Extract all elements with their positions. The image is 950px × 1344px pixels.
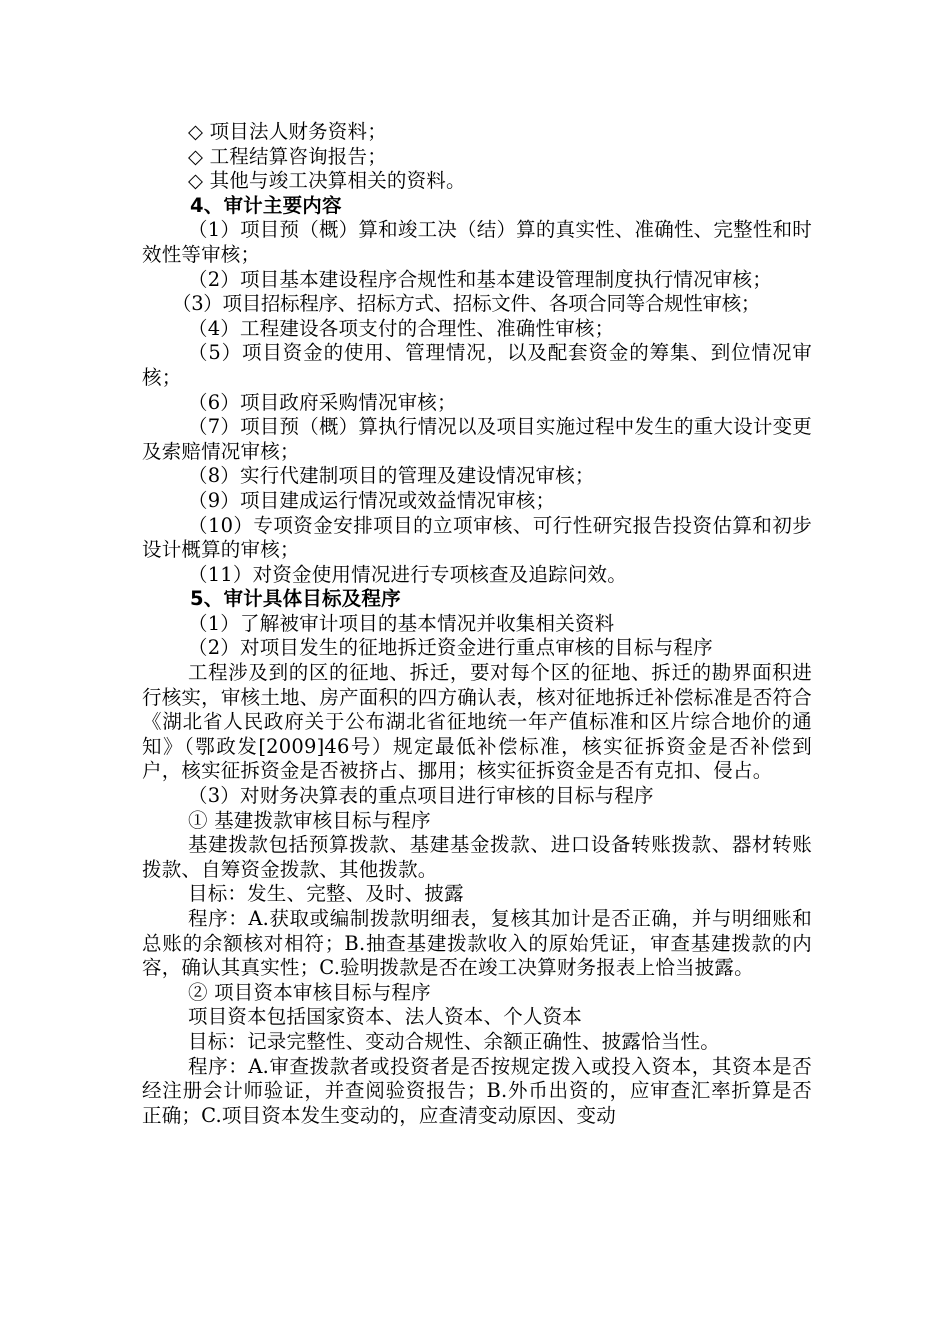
paragraph: 基建拨款包括预算拨款、基建基金拨款、进口设备转账拨款、器材转账拨款、自筹资金拨款、其他拨款。: [142, 833, 812, 881]
paragraph: 工程涉及到的区的征地、拆迁，要对每个区的征地、拆迁的勘界面积进行核实，审核土地、房产面积的四方确认表，核对征地拆迁补偿标准是否符合《湖北省人民政府关于公布湖北省征地统一年产值标准和区片综合地价的通知》（鄂政发[2009]46号）规定最低补偿标准，核实征拆资金是否补偿到户，核实征拆资金是否被挤占、挪用；核实征拆资金是否有克扣、侵占。: [142, 661, 812, 783]
paragraph: （2）对项目发生的征地拆迁资金进行重点审核的目标与程序: [188, 636, 713, 660]
paragraph: （6）项目政府采购情况审核；: [188, 390, 457, 414]
subheading: ② 项目资本审核目标与程序: [188, 980, 431, 1004]
paragraph: （7）项目预（概）算执行情况以及项目实施过程中发生的重大设计变更及索赔情况审核；: [142, 415, 812, 463]
subheading: ① 基建拨款审核目标与程序: [188, 808, 431, 832]
paragraph: （1）项目预（概）算和竣工决（结）算的真实性、准确性、完整性和时效性等审核；: [142, 218, 812, 266]
paragraph: 程序：A.审查拨款者或投资者是否按规定拨入或投入资本，其资本是否经注册会计师验证，并查阅验资报告；B.外币出资的，应审查汇率折算是否正确；C.项目资本发生变动的，应查清变动原因、变动: [142, 1054, 812, 1127]
paragraph: （3）对财务决算表的重点项目进行审核的目标与程序: [188, 784, 654, 808]
section-heading: 4、审计主要内容: [190, 193, 342, 217]
paragraph: （10）专项资金安排项目的立项审核、可行性研究报告投资估算和初步设计概算的审核；: [142, 513, 812, 562]
bullet-line: ◇ 工程结算咨询报告；: [188, 144, 387, 168]
paragraph: （4）工程建设各项支付的合理性、准确性审核；: [188, 316, 615, 340]
paragraph: （3）项目招标程序、招标方式、招标文件、各项合同等合规性审核；: [172, 292, 761, 316]
paragraph: 项目资本包括国家资本、法人资本、个人资本: [188, 1005, 583, 1029]
paragraph: （5）项目资金的使用、管理情况，以及配套资金的筹集、到位情况审核；: [142, 341, 812, 389]
paragraph: 目标：发生、完整、及时、披露: [188, 882, 464, 906]
section-heading: 5、审计具体目标及程序: [190, 587, 401, 611]
paragraph: 目标：记录完整性、变动合规性、余额正确性、披露恰当性。: [188, 1029, 720, 1053]
paragraph: （1）了解被审计项目的基本情况并收集相关资料: [188, 611, 615, 635]
bullet-line: ◇ 项目法人财务资料；: [188, 120, 387, 143]
paragraph: （9）项目建成运行情况或效益情况审核；: [188, 488, 556, 512]
paragraph: 程序：A.获取或编制拨款明细表，复核其加计是否正确，并与明细账和总账的余额核对相符；B.抽查基建拨款收入的原始凭证，审查基建拨款的内容，确认其真实性；C.验明拨款是否在竣工决算财务报表上恰当披露。: [142, 907, 812, 980]
paragraph: （8）实行代建制项目的管理及建设情况审核；: [188, 464, 595, 488]
paragraph: （2）项目基本建设程序合规性和基本建设管理制度执行情况审核；: [188, 267, 772, 291]
paragraph: （11）对资金使用情况进行专项核查及追踪问效。: [188, 562, 627, 586]
bullet-line: ◇ 其他与竣工决算相关的资料。: [188, 169, 466, 193]
document-page: [142, 120, 812, 1128]
